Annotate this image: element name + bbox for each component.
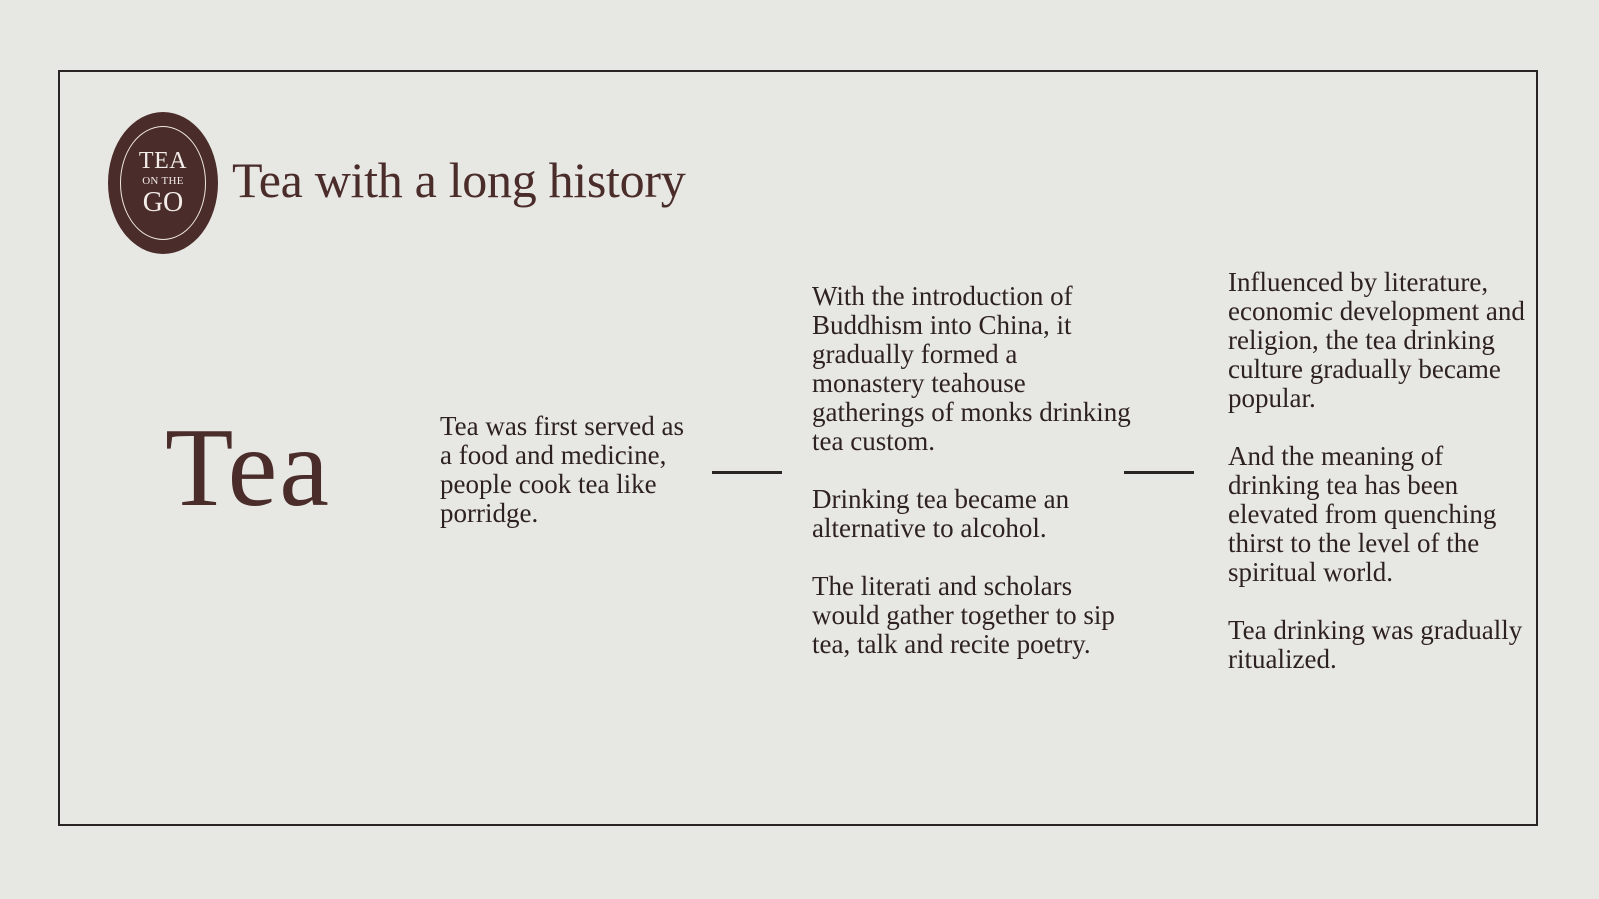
history-paragraph: Tea drinking was gradually ritualized. [1228, 615, 1523, 674]
logo-inner-border [120, 126, 206, 240]
logo-text-on-the: ON THE [142, 175, 184, 187]
timeline-dash-1 [712, 471, 782, 474]
logo-text-go: GO [142, 187, 184, 218]
history-paragraph: And the meaning of drinking tea has been elevated from quenching thirst to the level of the spiritual world. [1228, 441, 1497, 587]
page-title: Tea with a long history [232, 152, 686, 208]
history-column-3 [1228, 268, 1528, 674]
logo-text-tea: TEA [138, 148, 188, 174]
hero-word: Tea [165, 406, 332, 530]
history-paragraph: Influenced by literature, economic development and religion, the tea drinking culture gradually became popular. [1228, 267, 1525, 413]
history-paragraph: Tea was first served as a food and medicine, people cook tea like porridge. [440, 411, 685, 528]
history-column-2 [812, 282, 1132, 659]
history-paragraph: Drinking tea became an alternative to alcohol. [812, 484, 1070, 543]
timeline-dash-2 [1124, 471, 1194, 474]
history-paragraph: The literati and scholars would gather together to sip tea, talk and recite poetry. [812, 571, 1115, 659]
history-column-1 [440, 412, 690, 528]
history-paragraph: With the introduction of Buddhism into China, it gradually formed a monastery teahouse gatherings of monks drinking tea custom. [812, 281, 1131, 456]
tea-on-the-go-logo [108, 112, 218, 254]
